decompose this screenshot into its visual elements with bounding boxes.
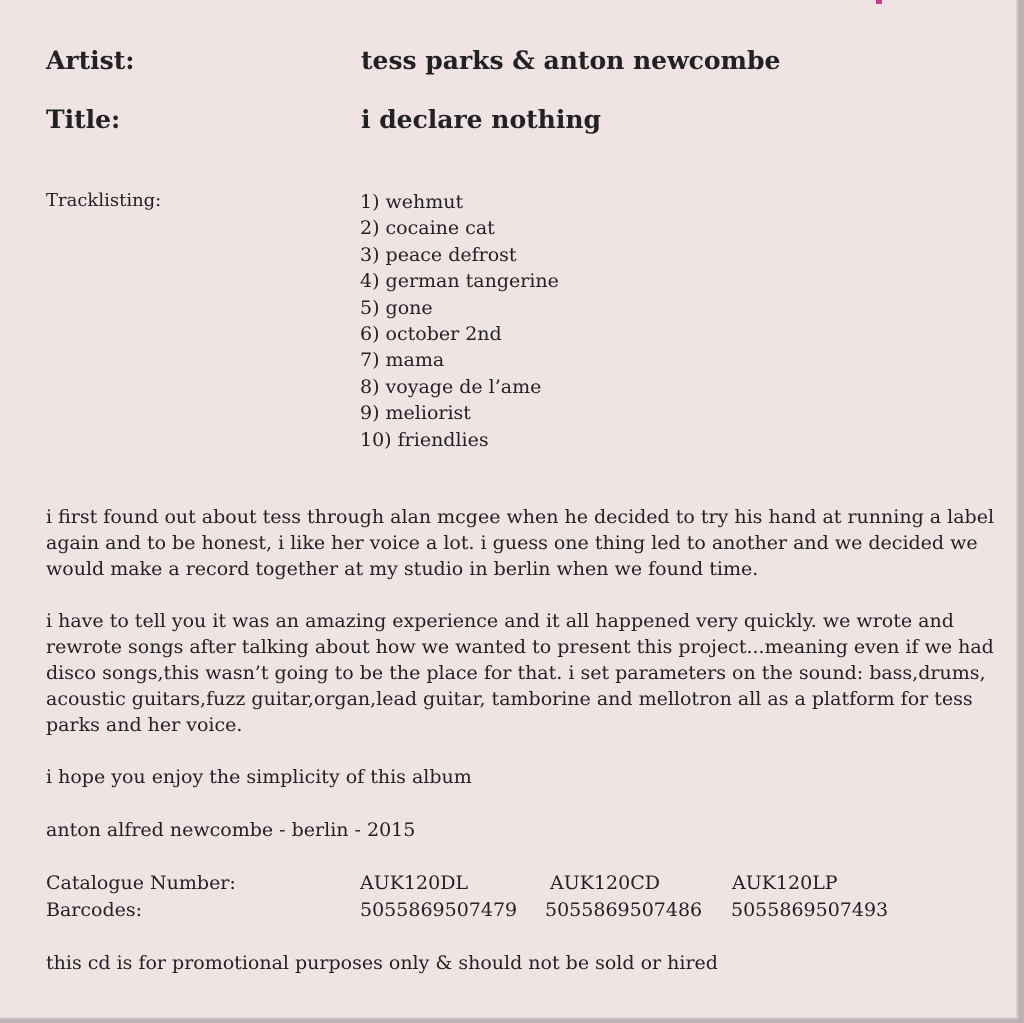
track-item: 8) voyage de l’ame [360, 375, 542, 398]
signature: anton alfred newcombe - berlin - 2015 [46, 819, 416, 841]
track-list [360, 189, 559, 453]
promo-disclaimer: this cd is for promotional purposes only & should not be sold or hired [46, 952, 718, 974]
pink-mark [876, 0, 882, 4]
catalogue-number-dl: AUK120DL [360, 872, 469, 894]
barcode-lp: 5055869507493 [731, 899, 889, 921]
track-item: 3) peace defrost [360, 243, 517, 266]
artist-label: Artist: [46, 46, 135, 75]
track-item: 6) october 2nd [360, 323, 502, 346]
track-item: 5) gone [360, 296, 433, 319]
track-item: 7) mama [360, 349, 445, 372]
track-item: 2) cocaine cat [360, 217, 495, 240]
track-item: 1) wehmut [360, 191, 464, 213]
liner-notes-paragraph-2: i have to tell you it was an amazing experience and it all happened very quickly. we wrote and rewrote songs after talking about how we wanted to present this project...meaning even if we had disco songs,this wasn’t going to be the place for that. i set parameters on the sound: bass,drums, acoustic guitars,fuzz guitar,organ,lead guitar, tamborine and mellotron all as a platform for tess parks and her voice. [46, 610, 994, 736]
catalogue-number-label: Catalogue Number: [46, 872, 236, 894]
title-label: Title: [46, 105, 121, 134]
barcode-dl: 5055869507479 [360, 899, 518, 921]
tracklisting-label: Tracklisting: [46, 190, 162, 211]
liner-notes-paragraph-1: i first found out about tess through alan mcgee when he decided to try his hand at running a label again and to be honest, i like her voice a lot. i guess one thing led to another and we decided we would make a record together at my studio in berlin when we found time. [46, 506, 995, 580]
track-item: 10) friendlies [360, 428, 489, 451]
artist-value: tess parks & anton newcombe [361, 46, 781, 75]
track-item: 9) meliorist [360, 402, 471, 425]
catalogue-number-cd: AUK120CD [550, 872, 660, 894]
barcodes-label: Barcodes: [46, 899, 143, 921]
barcode-cd: 5055869507486 [545, 899, 703, 921]
title-value: i declare nothing [361, 105, 602, 134]
liner-notes-paragraph-3: i hope you enjoy the simplicity of this album [46, 766, 472, 788]
track-item: 4) german tangerine [360, 270, 559, 293]
catalogue-number-lp: AUK120LP [732, 872, 838, 894]
